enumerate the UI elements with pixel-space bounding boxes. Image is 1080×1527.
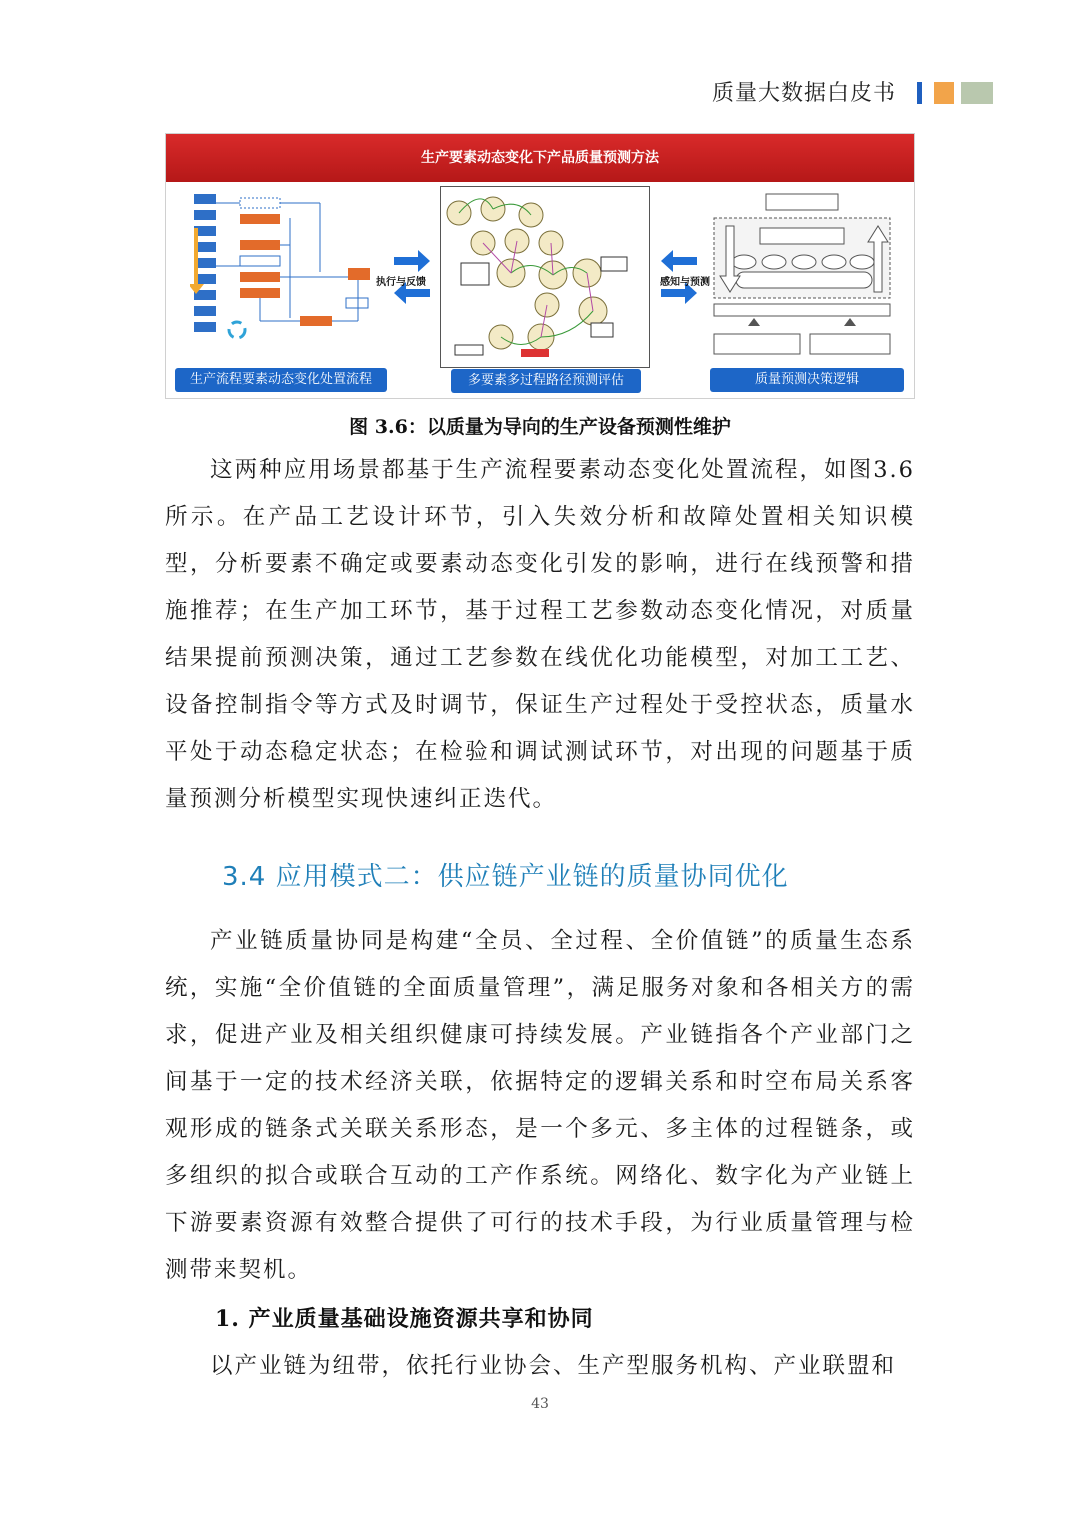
figure-banner-title: 生产要素动态变化下产品质量预测方法 [166,134,914,182]
header-title: 质量大数据白皮书 [711,81,896,106]
page-number: 43 [531,1396,549,1412]
section-title: 3.4 应用模式二：供应链产业链的质量协同优化 [222,862,789,892]
flow-diagram [190,188,390,348]
panel-left-diagram [189,188,390,387]
figure-caption: 图 3.6：以质量为导向的生产设备预测性维护 [349,416,731,438]
panel-left-caption: 生产流程要素动态变化处置流程 [175,368,387,392]
figure [165,133,915,399]
body-paragraph-2: 产业链质量协同是构建“全员、全过程、全价值链”的质量生态系统，实施“全价值链的全面质量管理”，满足服务对象和各相关方的需求，促进产业及相关组织健康可持续发展。产业链指各个产业部门之间基于一定的技术经济关联，依据特定的逻辑关系和时空布局关系客观形成的链条式关联关系形态，是一个多元、多主体的过程链条，或多组织的拟合或联合互动的工产作系统。网络化、数字化为产业链上下游要素资源有效整合提供了可行的技术手段，为行业质量管理与检测带来契机。 [165,928,915,1283]
arrow-label-execute: 执行与反馈 [376,277,426,288]
subsection-title: 1. 产业质量基础设施资源共享和协同 [215,1306,594,1332]
body-paragraph-1: 这两种应用场景都基于生产流程要素动态变化处置流程，如图3.6所示。在产品工艺设计环节，引入失效分析和故障处置相关知识模型，分析要素不确定或要素动态变化引发的影响，进行在线预警和措施推荐；在生产加工环节，基于过程工艺参数动态变化情况，对质量结果提前预测决策，通过工艺参数在线优化功能模型，对加工工艺、设备控制指令等方式及时调节，保证生产过程处于受控状态，质量水平处于动态稳定状态；在检验和调试测试环节，对出现的问题基于质量预测分析模型实现快速纠正迭代。 [165,457,915,812]
panel-right-diagram [710,192,894,392]
network-diagram [441,187,649,367]
body-paragraph-3: 以产业链为纽带，依托行业协会、生产型服务机构、产业联盟和 [210,1353,897,1379]
panel-right-caption: 质量预测决策逻辑 [710,368,904,392]
header-accent-blue [917,82,922,104]
arrow-label-perceive: 感知与预测 [660,277,710,288]
panel-middle-diagram [440,186,650,388]
panel-middle-caption: 多要素多过程路径预测评估 [451,369,641,393]
header-accent-orange [934,82,954,104]
header-accent-green [961,82,993,104]
decision-logic-diagram [710,192,894,362]
